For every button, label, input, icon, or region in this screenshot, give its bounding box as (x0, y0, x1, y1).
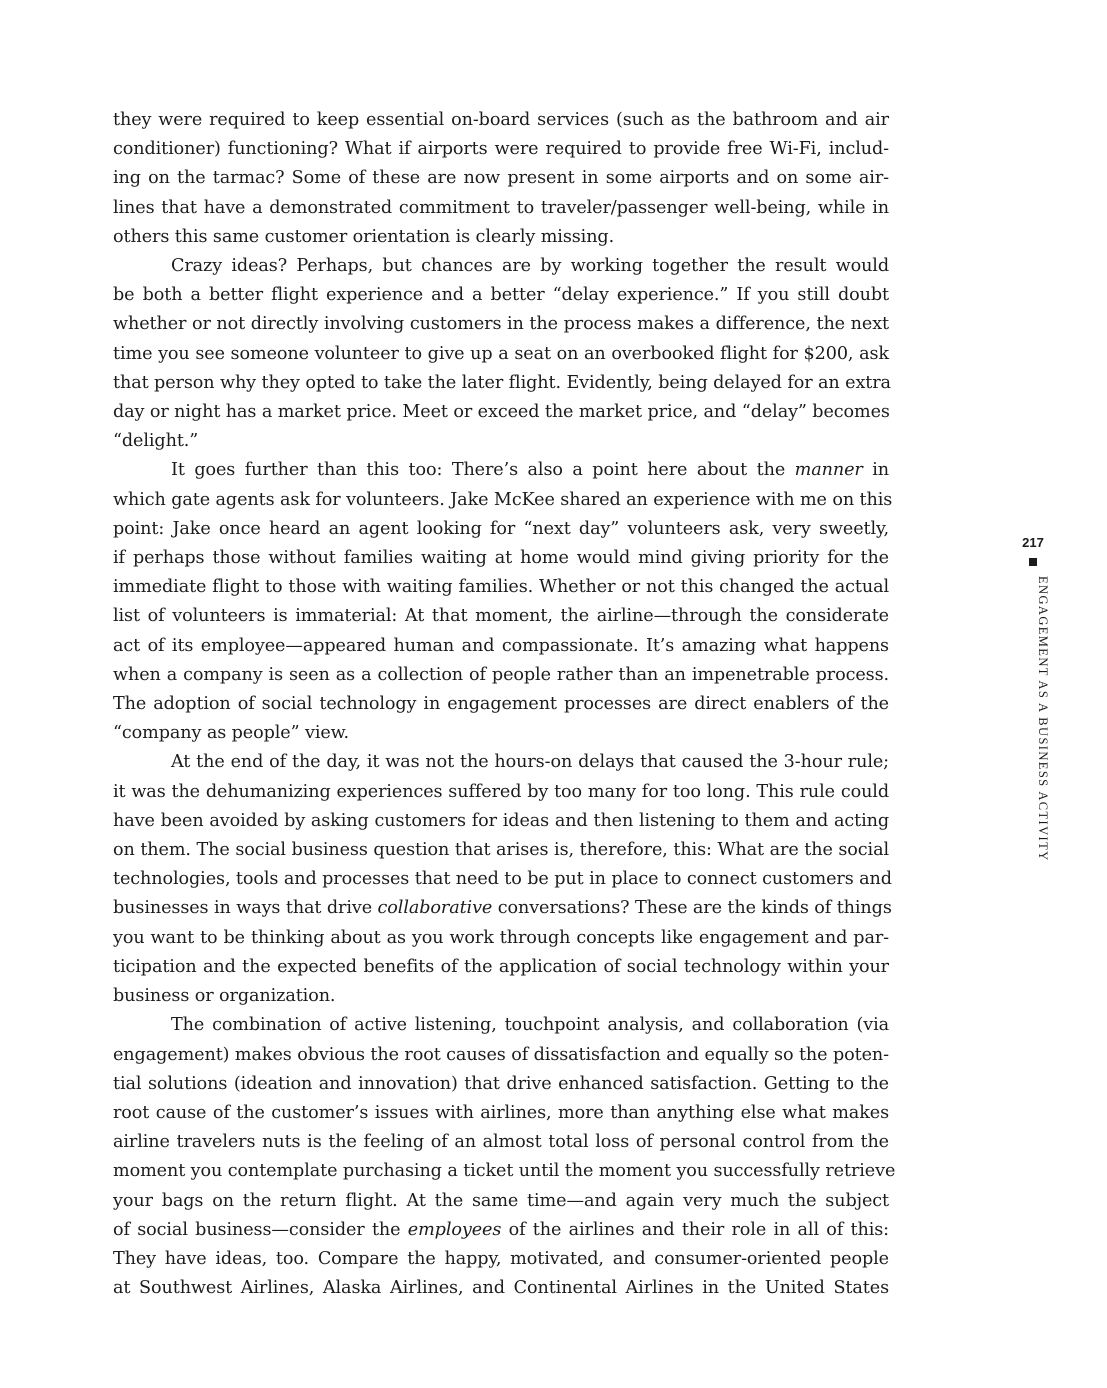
text-line: at Southwest Airlines, Alaska Airlines, and Continental Airlines in the United States (113, 1278, 889, 1299)
text-line: when a company is seen as a collection of people rather than an impenetrable process. (113, 664, 889, 685)
text-line: that person why they opted to take the later flight. Evidently, being delayed for an extra (113, 372, 891, 393)
text-line: airline travelers nuts is the feeling of an almost total loss of personal control from the (113, 1132, 889, 1153)
text-line: act of its employee—appeared human and compassionate. It’s amazing what happens (113, 635, 889, 656)
text-segment: businesses in ways that drive (113, 898, 378, 919)
paragraph (113, 748, 892, 1011)
text-line: At the end of the day, it was not the hours-on delays that caused the 3-hour rule; (171, 752, 889, 773)
text-line: ing on the tarmac? Some of these are now present in some airports and on some air- (113, 168, 889, 189)
square-bullet-icon (1029, 558, 1037, 566)
text-line (113, 456, 889, 485)
text-line: ticipation and the expected benefits of the application of social technology within your (113, 956, 889, 977)
text-line: your bags on the return flight. At the same time—and again very much the subject (113, 1190, 889, 1211)
text-segment: It goes further than this too: There’s also a point here about the (171, 460, 795, 481)
paragraph (113, 456, 893, 748)
text-line: time you see someone volunteer to give up a seat on an overbooked flight for $200, ask (113, 343, 889, 364)
text-line: “delight.” (113, 431, 199, 452)
text-line: The combination of active listening, touchpoint analysis, and collaboration (via (171, 1015, 889, 1036)
text-line: point: Jake once heard an agent looking for “next day” volunteers ask, very sweetly, (113, 518, 889, 539)
text-line: it was the dehumanizing experiences suffered by too many for too long. This rule could (113, 781, 889, 802)
text-line: business or organization. (113, 986, 336, 1007)
text-line: others this same customer orientation is clearly missing. (113, 226, 615, 247)
text-line: root cause of the customer’s issues with airlines, more than anything else what makes (113, 1102, 889, 1123)
text-line: conditioner) functioning? What if airports were required to provide free Wi-Fi, includ- (113, 139, 889, 160)
text-line: list of volunteers is immaterial: At that moment, the airline—through the considerate (113, 606, 889, 627)
text-line: moment you contemplate purchasing a ticket until the moment you successfully retrieve (113, 1161, 896, 1182)
paragraph (113, 1011, 896, 1303)
text-line: Crazy ideas? Perhaps, but chances are by working together the result would (171, 256, 889, 277)
text-line: have been avoided by asking customers for ideas and then listening to them and acting (113, 810, 889, 831)
text-line: They have ideas, too. Compare the happy, motivated, and consumer-oriented people (113, 1248, 889, 1269)
text-line: on them. The social business question that arises is, therefore, this: What are the social (113, 840, 889, 861)
text-line: you want to be thinking about as you work through concepts like engagement and par- (113, 927, 889, 948)
text-line: which gate agents ask for volunteers. Jake McKee shared an experience with me on this (113, 489, 893, 510)
text-line: be both a better flight experience and a better “delay experience.” If you still doubt (113, 285, 889, 306)
text-segment: of social business—consider the (113, 1219, 408, 1240)
text-line: lines that have a demonstrated commitment to traveler/passenger well-being, while in (113, 197, 889, 218)
text-line: “company as people” view. (113, 723, 350, 744)
text-line: engagement) makes obvious the root causes of dissatisfaction and equally so the poten- (113, 1044, 889, 1065)
paragraph (113, 106, 889, 252)
running-head: ENGAGEMENT AS A BUSINESS ACTIVITY (1036, 576, 1050, 862)
page-number: 217 (1022, 535, 1044, 550)
text-line: day or night has a market price. Meet or exceed the market price, and “delay” becomes (113, 402, 890, 423)
page-number-block (1017, 535, 1049, 566)
text-line: immediate flight to those with waiting families. Whether or not this changed the actual (113, 577, 889, 598)
text-line: tial solutions (ideation and innovation) that drive enhanced satisfaction. Getting to the (113, 1073, 889, 1094)
text-segment: in (862, 460, 889, 481)
text-line: if perhaps those without families waiting at home would mind giving priority for the (113, 548, 889, 569)
text-segment: conversations? These are the kinds of things (492, 898, 892, 919)
text-line: technologies, tools and processes that need to be put in place to connect customers and (113, 869, 892, 890)
emphasis-text: employees (407, 1219, 502, 1240)
body-text (113, 106, 896, 1303)
text-line: The adoption of social technology in engagement processes are direct enablers of the (113, 694, 889, 715)
emphasis-text: manner (794, 460, 863, 481)
text-line (113, 894, 892, 923)
emphasis-text: collaborative (377, 898, 493, 919)
paragraph (113, 252, 889, 456)
text-line: whether or not directly involving customers in the process makes a difference, the next (113, 314, 889, 335)
text-line (113, 1216, 889, 1245)
text-segment: of the airlines and their role in all of this: (501, 1219, 889, 1240)
text-line: they were required to keep essential on-board services (such as the bathroom and air (113, 110, 889, 130)
